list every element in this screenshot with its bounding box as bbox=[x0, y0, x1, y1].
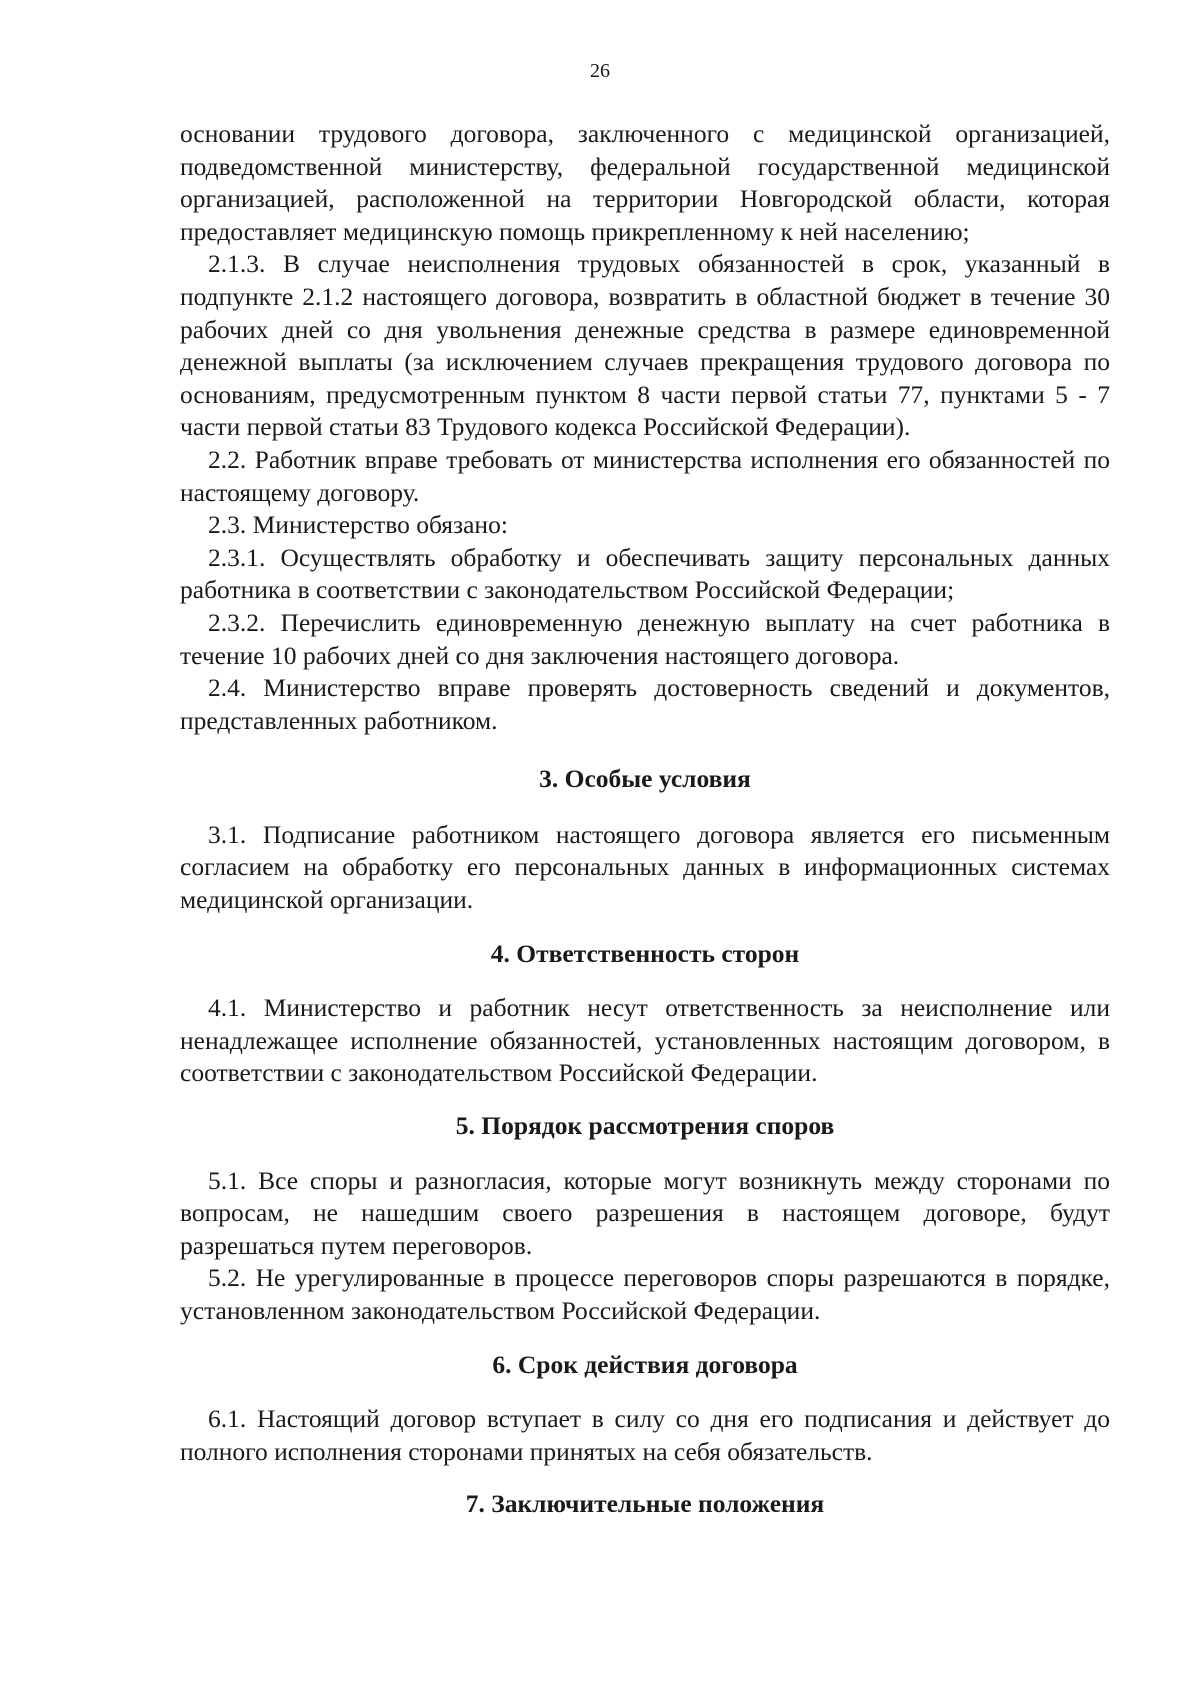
section-4-heading: 4. Ответственность сторон bbox=[490, 938, 800, 968]
paragraph-4-1: 4.1. Министерство и работник несут ответственность за неисполнение или ненадлежащее исполнение обязанностей, установленных настоящим договором, в соответствии с законодательством Российской Федерации. bbox=[180, 993, 1110, 1088]
paragraph-2-3: 2.3. Министерство обязано: bbox=[208, 510, 508, 540]
section-5-heading: 5. Порядок рассмотрения споров bbox=[455, 1111, 835, 1141]
paragraph-2-2: 2.2. Работник вправе требовать от министерства исполнения его обязанностей по настоящему договору. bbox=[180, 444, 1110, 507]
paragraph-6-1: 6.1. Настоящий договор вступает в силу со дня его подписания и действует до полного исполнения сторонами принятых на себя обязательств. bbox=[180, 1404, 1110, 1466]
document-body bbox=[180, 118, 1110, 1521]
paragraph-5-2: 5.2. Не урегулированные в процессе переговоров споры разрешаются в порядке, установленном законодательством Российской Федерации. bbox=[180, 1263, 1110, 1325]
paragraph-3-1: 3.1. Подписание работником настоящего договора является его письменным согласием на обработку его персональных данных в информационных системах медицинской организации. bbox=[180, 819, 1110, 915]
paragraph-2-4: 2.4. Министерство вправе проверять достоверность сведений и документов, представленных работником. bbox=[180, 673, 1110, 735]
paragraph-5-1: 5.1. Все споры и разногласия, которые могут возникнуть между сторонами по вопросам, не нашедшим своего разрешения в настоящем договоре, будут разрешаться путем переговоров. bbox=[180, 1165, 1110, 1260]
paragraph-continuation: основании трудового договора, заключенного с медицинской организацией, подведомственной министерству, федеральной государственной медицинской организацией, расположенной на территории Новгородской области, которая предоставляет медицинскую помощь прикрепленному к ней населению; bbox=[180, 119, 1110, 246]
section-6-heading: 6. Срок действия договора bbox=[492, 1349, 798, 1379]
paragraph-2-3-1: 2.3.1. Осуществлять обработку и обеспечивать защиту персональных данных работника в соответствии с законодательством Российской Федерации; bbox=[180, 542, 1110, 605]
section-7-heading: 7. Заключительные положения bbox=[465, 1489, 825, 1519]
paragraph-2-1-3: 2.1.3. В случае неисполнения трудовых обязанностей в срок, указанный в подпункте 2.1.2 настоящего договора, возвратить в областной бюджет в течение 30 рабочих дней со дня увольнения денежные средства в размере единовременной денежной выплаты (за исключением случаев прекращения трудового договора по основаниям, предусмотренным пунктом 8 части первой статьи 77, пунктами 5 - 7 части первой статьи 83 Трудового кодекса Российской Федерации). bbox=[180, 249, 1110, 442]
page-number: 26 bbox=[590, 60, 610, 82]
section-3-heading: 3. Особые условия bbox=[539, 764, 751, 794]
paragraph-2-3-2: 2.3.2. Перечислить единовременную денежную выплату на счет работника в течение 10 рабочих дней со дня заключения настоящего договора. bbox=[180, 607, 1110, 670]
